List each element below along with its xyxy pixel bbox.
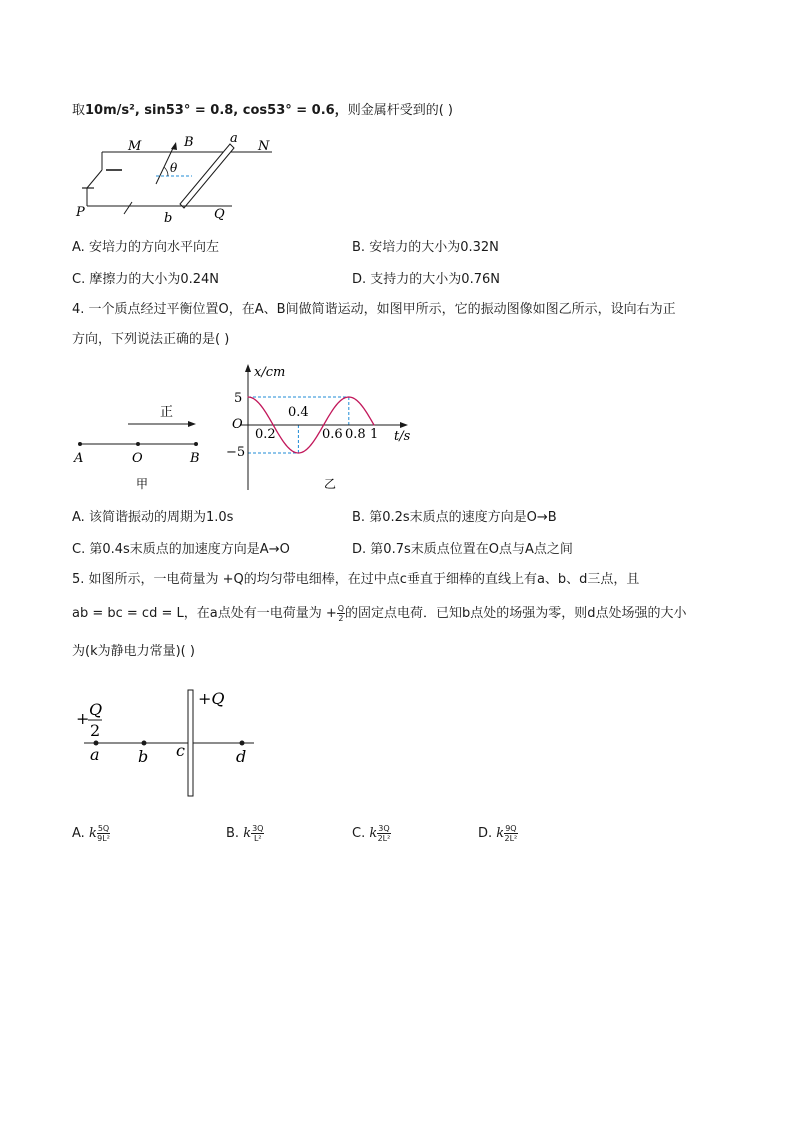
option-k: k <box>369 826 378 841</box>
q3-option-d[interactable] <box>352 270 500 290</box>
q3-intro-suffix: 则金属杆受到的( ) <box>347 103 453 118</box>
option-key: A. <box>72 826 85 841</box>
q4-vibration-chart <box>222 362 422 496</box>
option-text: 摩擦力的大小为0.24N <box>89 272 220 287</box>
q5-rod-figure <box>72 684 262 800</box>
charge-num: Q <box>89 700 103 719</box>
option-k: k <box>496 826 505 841</box>
option-k: k <box>88 826 97 841</box>
frac-numerator: 5Q <box>97 824 110 833</box>
data-point <box>348 396 349 397</box>
charge-den: 2 <box>90 721 101 740</box>
frac-numerator: 3Q <box>378 824 390 833</box>
frac-numerator: 3Q <box>252 824 264 833</box>
rod-charge-label: +Q <box>198 689 225 708</box>
option-key: B. <box>226 826 240 841</box>
option-k: k <box>243 826 252 841</box>
option-text: 第0.7s末质点位置在O点与A点之间 <box>370 542 573 557</box>
label-B: B <box>190 451 200 466</box>
frac-denominator: 2 <box>338 614 344 623</box>
q4-stem-line2: 方向，下列说法正确的是( ) <box>72 332 230 347</box>
q3-option-b[interactable] <box>352 238 499 258</box>
q4-stem-line1: 4. 一个质点经过平衡位置O，在A、B间做简谐运动，如图甲所示，它的振动图像如图乙所示，设向右为正 <box>72 302 676 317</box>
option-text: 第0.4s末质点的加速度方向是A→O <box>89 542 290 557</box>
option-key: D. <box>352 272 367 287</box>
q5-charge-fraction <box>337 604 345 623</box>
q3-intro-math: 10m/s², sin53° = 0.8, cos53° = 0.6， <box>85 103 348 118</box>
label-a: a <box>230 131 238 146</box>
data-point <box>361 405 362 406</box>
y-tick-neg5: −5 <box>226 445 246 460</box>
label-c: c <box>176 741 185 760</box>
x-axis-arrow <box>400 422 408 428</box>
x-tick-1: 1 <box>370 427 379 442</box>
frac-denominator: 2L² <box>504 834 518 843</box>
label-A: A <box>74 451 84 466</box>
x-tick-0.8: 0.8 <box>345 427 366 442</box>
frac-numerator: 9Q <box>505 824 517 833</box>
option-text: 安培力的方向水平向左 <box>88 240 219 255</box>
q3-intro-prefix: 取 <box>72 103 86 118</box>
option-key: A. <box>72 240 85 255</box>
option-key: A. <box>72 510 85 525</box>
y-tick-5: 5 <box>234 391 243 406</box>
q3-option-c[interactable] <box>72 270 219 290</box>
label-b: b <box>138 747 149 766</box>
option-key: B. <box>352 240 366 255</box>
option-fraction <box>504 824 517 843</box>
label-b: b <box>164 211 173 226</box>
q5-option-d[interactable] <box>478 824 518 844</box>
q4-option-b[interactable] <box>352 508 557 528</box>
label-N: N <box>258 139 270 154</box>
charge-sign: + <box>76 709 90 728</box>
frac-numerator: Q <box>337 604 345 613</box>
label-d: d <box>236 747 247 766</box>
option-text: 安培力的大小为0.32N <box>369 240 499 255</box>
data-point <box>310 444 311 445</box>
label-O: O <box>132 451 143 466</box>
option-key: C. <box>72 272 86 287</box>
data-point <box>336 405 337 406</box>
label-Q: Q <box>214 207 225 222</box>
x-tick-0.6: 0.6 <box>322 427 343 442</box>
frac-denominator: 2L² <box>377 834 391 843</box>
label-P: P <box>76 205 85 220</box>
q4-figure-jia <box>72 400 212 492</box>
data-point <box>323 424 324 425</box>
data-point <box>298 452 299 453</box>
label-positive: 正 <box>160 405 174 420</box>
option-fraction <box>97 824 110 843</box>
option-key: D. <box>352 542 367 557</box>
q4-option-a[interactable] <box>72 508 233 528</box>
q5-option-c[interactable] <box>352 824 391 844</box>
x-axis-label: t/s <box>394 429 411 444</box>
y-axis-arrow <box>245 364 251 372</box>
option-fraction <box>377 824 390 843</box>
q3-rail-figure <box>72 132 292 224</box>
option-key: C. <box>352 826 366 841</box>
frac-denominator: L² <box>253 834 262 843</box>
q5-stem-line2-a: ab = bc = cd = L，在a点处有一电荷量为 + <box>72 606 337 621</box>
data-point <box>373 424 374 425</box>
caption-yi: 乙 <box>324 477 337 491</box>
option-text: 支持力的大小为0.76N <box>370 272 500 287</box>
caption-jia: 甲 <box>136 477 149 491</box>
frac-denominator: 9L² <box>97 834 110 843</box>
data-point <box>247 396 248 397</box>
option-key: C. <box>72 542 86 557</box>
option-text: 该简谐振动的周期为1.0s <box>88 510 234 525</box>
label-M: M <box>128 139 142 154</box>
option-key: D. <box>478 826 493 841</box>
q5-stem-line1: 5. 如图所示，一电荷量为 +Q的均匀带电细棒，在过中点c垂直于细棒的直线上有a、b、d三点，且 <box>72 572 640 587</box>
option-text: 第0.2s末质点的速度方向是O→B <box>369 510 557 525</box>
q5-stem-line2 <box>72 604 687 624</box>
origin-label: O <box>232 417 243 432</box>
label-a: a <box>90 745 100 764</box>
label-theta: θ <box>170 161 178 175</box>
option-key: B. <box>352 510 366 525</box>
data-point <box>260 405 261 406</box>
q5-stem-line2-b: 的固定点电荷．已知b点处的场强为零，则d点处场强的大小 <box>345 606 687 621</box>
q5-stem-line3: 为(k为静电力常量)( ) <box>72 644 195 659</box>
q5-option-a[interactable] <box>72 824 110 844</box>
q3-intro <box>72 101 453 121</box>
q3-option-a[interactable] <box>72 238 219 258</box>
x-tick-0.2: 0.2 <box>255 427 276 442</box>
option-fraction <box>251 824 264 843</box>
x-tick-0.4: 0.4 <box>288 405 309 420</box>
data-point <box>273 424 274 425</box>
label-B: B <box>184 135 194 150</box>
q4-option-d[interactable] <box>352 540 573 560</box>
q5-option-b[interactable] <box>226 824 264 844</box>
q4-option-c[interactable] <box>72 540 290 560</box>
data-point <box>285 444 286 445</box>
y-axis-label: x/cm <box>254 365 286 380</box>
